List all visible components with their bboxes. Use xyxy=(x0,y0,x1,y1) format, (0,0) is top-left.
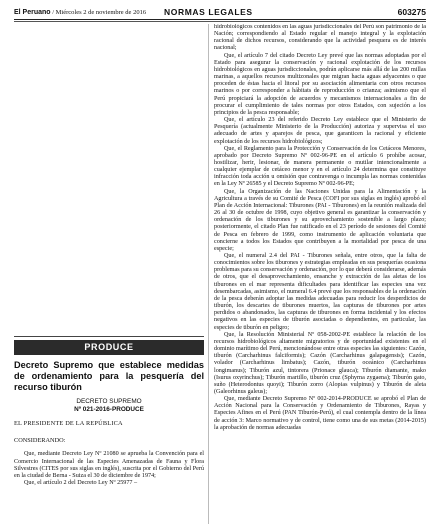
paragraph: Que, mediante Decreto Supremo Nº 002-2014-PRODUCE se aprobó el Plan de Acción Nacional para la Conservación y Ordenamiento de Tiburones, Rayas y Especies Afines en el Perú (PAN Tiburón-Perú), el cual contempla dentro de la línea de acción 3: Marco normativo y de control, tiene como una de sus metas (2014-2015) la aprobación de normas adecuadas xyxy=(214,396,426,431)
paragraph: Que, el Reglamento para la Protección y Conservación de los Cetáceos Menores, aprobado por Decreto Supremo Nº 002-96-PE en el artículo 6 prohíbe acosar, hostilizar, herir, lesionar, de manera permanente o mutilar intencionalmente a cualquier ejemplar de cetáceo menor y en el artículo 24 determina que constituye infracción toda acción u omisión que contravenga o incumpla las normas contenidas en la Ley Nº 26585 y el Decreto Supremo Nº 002-96-PE; xyxy=(214,145,426,188)
decree-number: Nº 021-2016-PRODUCE xyxy=(74,405,144,413)
section-separator xyxy=(14,336,204,337)
considerando-heading: CONSIDERANDO: xyxy=(14,436,66,444)
header-rule-thin xyxy=(14,21,426,22)
paragraph: Que, el artículo 2 del Decreto Ley Nº 25977 – xyxy=(24,480,138,486)
header-rule xyxy=(14,19,426,20)
column-divider xyxy=(208,24,209,524)
section-title: NORMAS LEGALES xyxy=(164,7,253,17)
page-number: 603275 xyxy=(397,7,426,17)
paragraph: Que, el artículo 23 del referido Decreto Ley establece que el Ministerio de Pesquería (actualmente Ministerio de la Producción) autoriza y supervisa el uso adecuado de artes y aparejos de pesca, que garanticen la racional y eficiente explotación de los recursos hidrobiológicos; xyxy=(214,117,426,145)
right-column xyxy=(214,24,426,527)
header-masthead xyxy=(14,7,146,18)
newspaper-name: El Peruano xyxy=(14,9,51,16)
page-header xyxy=(14,7,426,18)
left-column xyxy=(14,360,204,525)
paragraph: Que, la Resolución Ministerial Nº 058-2002-PE establece la relación de los recursos hidrobiológicos altamente migratorios y de oportunidad existentes en el dominio marítimo del Perú, mencionándose entre otras especies las siguientes: Cazón, tiburón (Carcharhinus falciformis); Cazón (Carcharhinus galapagensis); Cazón, volador (Carcharhinus limbatus); Cazón, tiburón oceánico (Carcharhinus longimanus); Tiburón azul, tintorera (Prionace glauca); Tiburón diamante, mako (Isurus oxyrinchus); Tiburón martillo, tiburón cruz (Sphyrna zygaena); Tiburón gato, suño (Heterodontus quoyi); Tiburón zorro (Alopias vulpinus) y Tiburón de aleta (Galeorhinus galeus); xyxy=(214,331,426,395)
paragraph: hidrobiológicos contenidos en las aguas jurisdiccionales del Perú son patrimonio de la Nación; correspondiendo al Estado regular el manejo integral y la explotación racional de dichos recursos, considerando que la actividad pesquera es de interés nacional; xyxy=(214,24,426,52)
ministry-banner: PRODUCE xyxy=(14,340,204,355)
decree-label: DECRETO SUPREMO xyxy=(76,398,142,405)
decree-title: Decreto Supremo que establece medidas de ordenamiento para la pesquería del recurso tiburón xyxy=(14,360,204,392)
paragraph: Que, el artículo 7 del citado Decreto Ley prevé que las normas adoptadas por el Estado para asegurar la conservación y racional explotación de los recursos hidrobiológicos en aguas jurisdiccionales, podrán aplicarse más allá de las 200 millas marinas, a aquellos recursos multizonales que migran hacia aguas adyacentes o que proceden de éstas hacia el litoral por su asociación alimentaria con otros recursos marinos o por corresponder a hábitats de reproducción o crianza; asimismo que el Perú propiciará la adopción de acuerdos y mecanismos internacionales a fin de procurar el cumplimiento de tales normas por otros Estados, con sujeción a los principios de la pesca responsable; xyxy=(214,52,426,116)
header-date: / Miércoles 2 de noviembre de 2016 xyxy=(52,9,147,16)
president-heading: EL PRESIDENTE DE LA REPÚBLICA xyxy=(14,420,123,428)
paragraph: Que, la Organización de las Naciones Unidas para la Alimentación y la Agricultura a través de su Comité de Pesca (COFI por sus siglas en inglés) aprobó el Plan de Acción Internacional: Tiburones (PAI - Tiburones) en la reunión realizada del 26 al 30 de octubre de 1998, cuyo objetivo general es garantizar la conservación y ordenación de los tiburones y su aprovechamiento sostenible a largo plazo; posteriormente, el citado Plan fue ratificado en el 23 período de sesiones del Comité de Pesca en febrero de 1999, como instrumento de aplicación voluntaria que concierne a todos los Estados que contribuyen a la mortalidad por pesca de una especie; xyxy=(214,188,426,252)
paragraph: Que, el numeral 2.4 del PAI - Tiburones señala, entre otros, que la falta de conocimientos sobre los tiburones y estrategias empleadas en sus pesquerías ocasiona problemas para su conservación y ordenación, por lo que deberá considerarse, además de otros, que el desaprovechamiento, ensanche y extracción de las aletas de los tiburones en el mar representa dificultades para identificar las especies una vez desembarcadas, asimismo, el numeral 6.4 prevé que los responsables de la ordenación de la pesca deberán adoptar las medidas adecuadas para reducir los desperdicios de tiburón, los descartes de tiburones muertos, las capturas de tiburones por artes perdidos o abandonados, las capturas de tiburones en forma incidental y los efectos negativos en las especies de tiburón asociadas o dependientes, en particular, las especies de tiburón en peligro; xyxy=(214,253,426,331)
paragraph: Que, mediante Decreto Ley Nº 21080 se aprueba la Convención para el Comercio Internacional de las Especies Amenazadas de Fauna y Flora Silvestres (CITES por sus siglas en inglés), suscrita por el Gobierno del Perú en la ciudad de Berna - Suiza el 30 de diciembre de 1974; xyxy=(14,451,204,479)
